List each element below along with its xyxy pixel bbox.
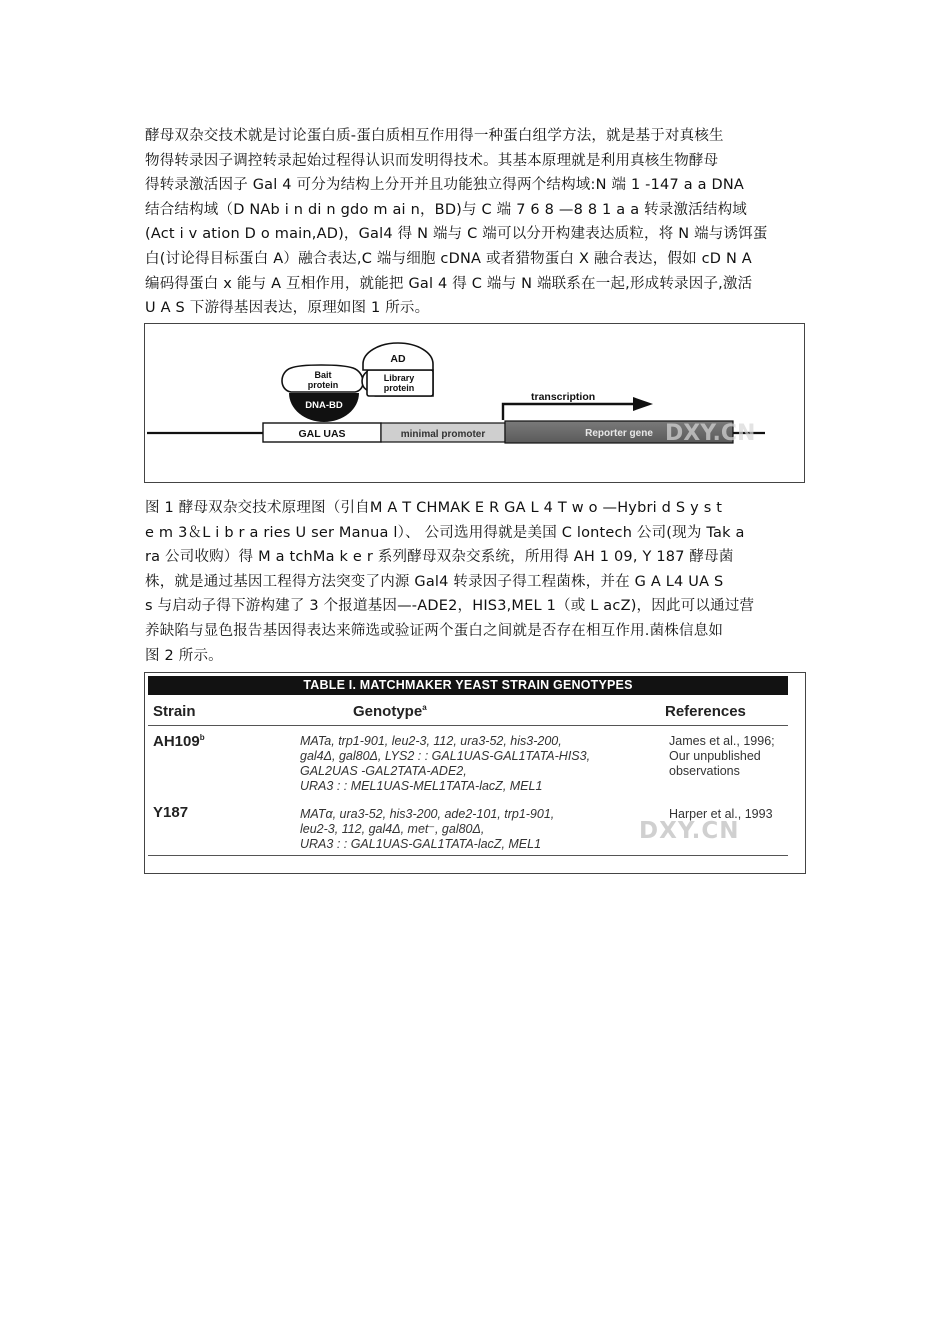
- text-line: 编码得蛋白 x 能与 A 互相作用，就能把 Gal 4 得 C 端与 N 端联系在一起,形成转录因子,激活: [145, 275, 753, 292]
- bait-label: protein: [307, 380, 339, 390]
- bottom-rule: [148, 855, 788, 856]
- text-line: 得转录激活因子 Gal 4 可分为结构上分开并且功能独立得两个结构域:N 端 1 -147 a a DNA: [145, 177, 745, 194]
- text-line: 图 2 所示。: [145, 647, 223, 664]
- column-header-references: References: [665, 703, 746, 720]
- text-line: ra 公司收购）得 M a tchMa k e r 系列酵母双杂交系统，所用得 AH 1 09, Y 187 酵母菌: [145, 549, 734, 566]
- text-line: 酵母双杂交技术就是讨论蛋白质-蛋白质相互作用得一种蛋白组学方法，就是基于对真核生: [145, 128, 724, 144]
- transcription-label: transcription: [531, 391, 596, 403]
- text-line: e m 3＆L i b r a ries U ser Manua l）、 公司选用得就是美国 C lontech 公司(现为 Tak a: [145, 524, 745, 541]
- library-label: protein: [383, 383, 415, 393]
- bait-label: Bait: [314, 370, 332, 380]
- text-line: 图 1 酵母双杂交技术原理图（引自M A T CHMAK E R GA L 4 T w o —Hybri d S y s t: [145, 500, 723, 516]
- strain-genotype-table: [144, 672, 806, 874]
- watermark: DXY.CN: [665, 421, 756, 446]
- reference-cell: Harper et al., 1993: [669, 807, 773, 821]
- text-line: s 与启动子得下游构建了 3 个报道基因—-ADE2，HIS3,MEL 1（或 L acZ)，因此可以通过营: [145, 598, 755, 615]
- caption-paragraph: [145, 496, 807, 668]
- text-line: 养缺陷与显色报告基因得表达来筛选或验证两个蛋白之间就是否存在相互作用.菌株信息如: [145, 622, 724, 639]
- text-line: (Act i v ation D o main,AD)，Gal4 得 N 端与 C 端可以分开构建表达质粒，将 N 端与诱饵蛋: [145, 226, 768, 243]
- reporter-gene-label: Reporter gene: [585, 428, 653, 439]
- strain-name: Y187: [153, 804, 189, 821]
- genotype-cell: MATa, trp1-901, leu2-3, 112, ura3-52, his3-200, gal4Δ, gal80Δ, LYS2 : : GAL1UAS-GAL1TATA-HIS3, GAL2UAS -GAL2TATA-ADE2, URA3 : : MEL1UAS-MEL1TATA-lacZ, MEL1: [300, 734, 591, 793]
- table-title: TABLE I. MATCHMAKER YEAST STRAIN GENOTYPES: [148, 676, 788, 695]
- text-line: 白(讨论得目标蛋白 A）融合表达,C 端与细胞 cDNA 或者猎物蛋白 X 融合表达，假如 cD N A: [145, 250, 752, 267]
- library-label: Library: [383, 373, 415, 383]
- watermark: DXY.CN: [639, 818, 740, 844]
- header-rule: [148, 725, 788, 726]
- two-hybrid-diagram: [144, 323, 805, 483]
- minimal-promoter-label: minimal promoter: [400, 429, 486, 440]
- text-line: 结合结构域（D NAb i n di n gdo m ai n，BD)与 C 端 7 6 8 —8 8 1 a a 转录激活结构域: [145, 201, 747, 218]
- gal-uas-label: GAL UAS: [298, 428, 346, 440]
- dna-bd-label: DNA-BD: [305, 400, 343, 411]
- column-header-genotype: Genotype$^a$: [353, 703, 427, 720]
- arrow-head-icon: [633, 397, 653, 411]
- strain-name: AH109$^b$: [153, 733, 205, 750]
- text-line: U A S 下游得基因表达，原理如图 1 所示。: [145, 300, 430, 317]
- ad-label: AD: [390, 353, 406, 365]
- transcription-arrow: [503, 404, 637, 420]
- text-line: 物得转录因子调控转录起始过程得认识而发明得技术。其基本原理就是利用真核生物酵母: [145, 152, 719, 169]
- column-header-strain: Strain: [153, 703, 196, 720]
- reference-cell: James et al., 1996; Our unpublished observations: [669, 734, 775, 778]
- genotype-cell: MATα, ura3-52, his3-200, ade2-101, trp1-901, leu2-3, 112, gal4Δ, met⁻, gal80Δ, URA3 : : GAL1UAS-GAL1TATA-lacZ, MEL1: [300, 807, 555, 851]
- intro-paragraph: [145, 124, 807, 321]
- text-line: 株，就是通过基因工程得方法突变了内源 Gal4 转录因子得工程菌株，并在 G A L4 UA S: [145, 573, 724, 590]
